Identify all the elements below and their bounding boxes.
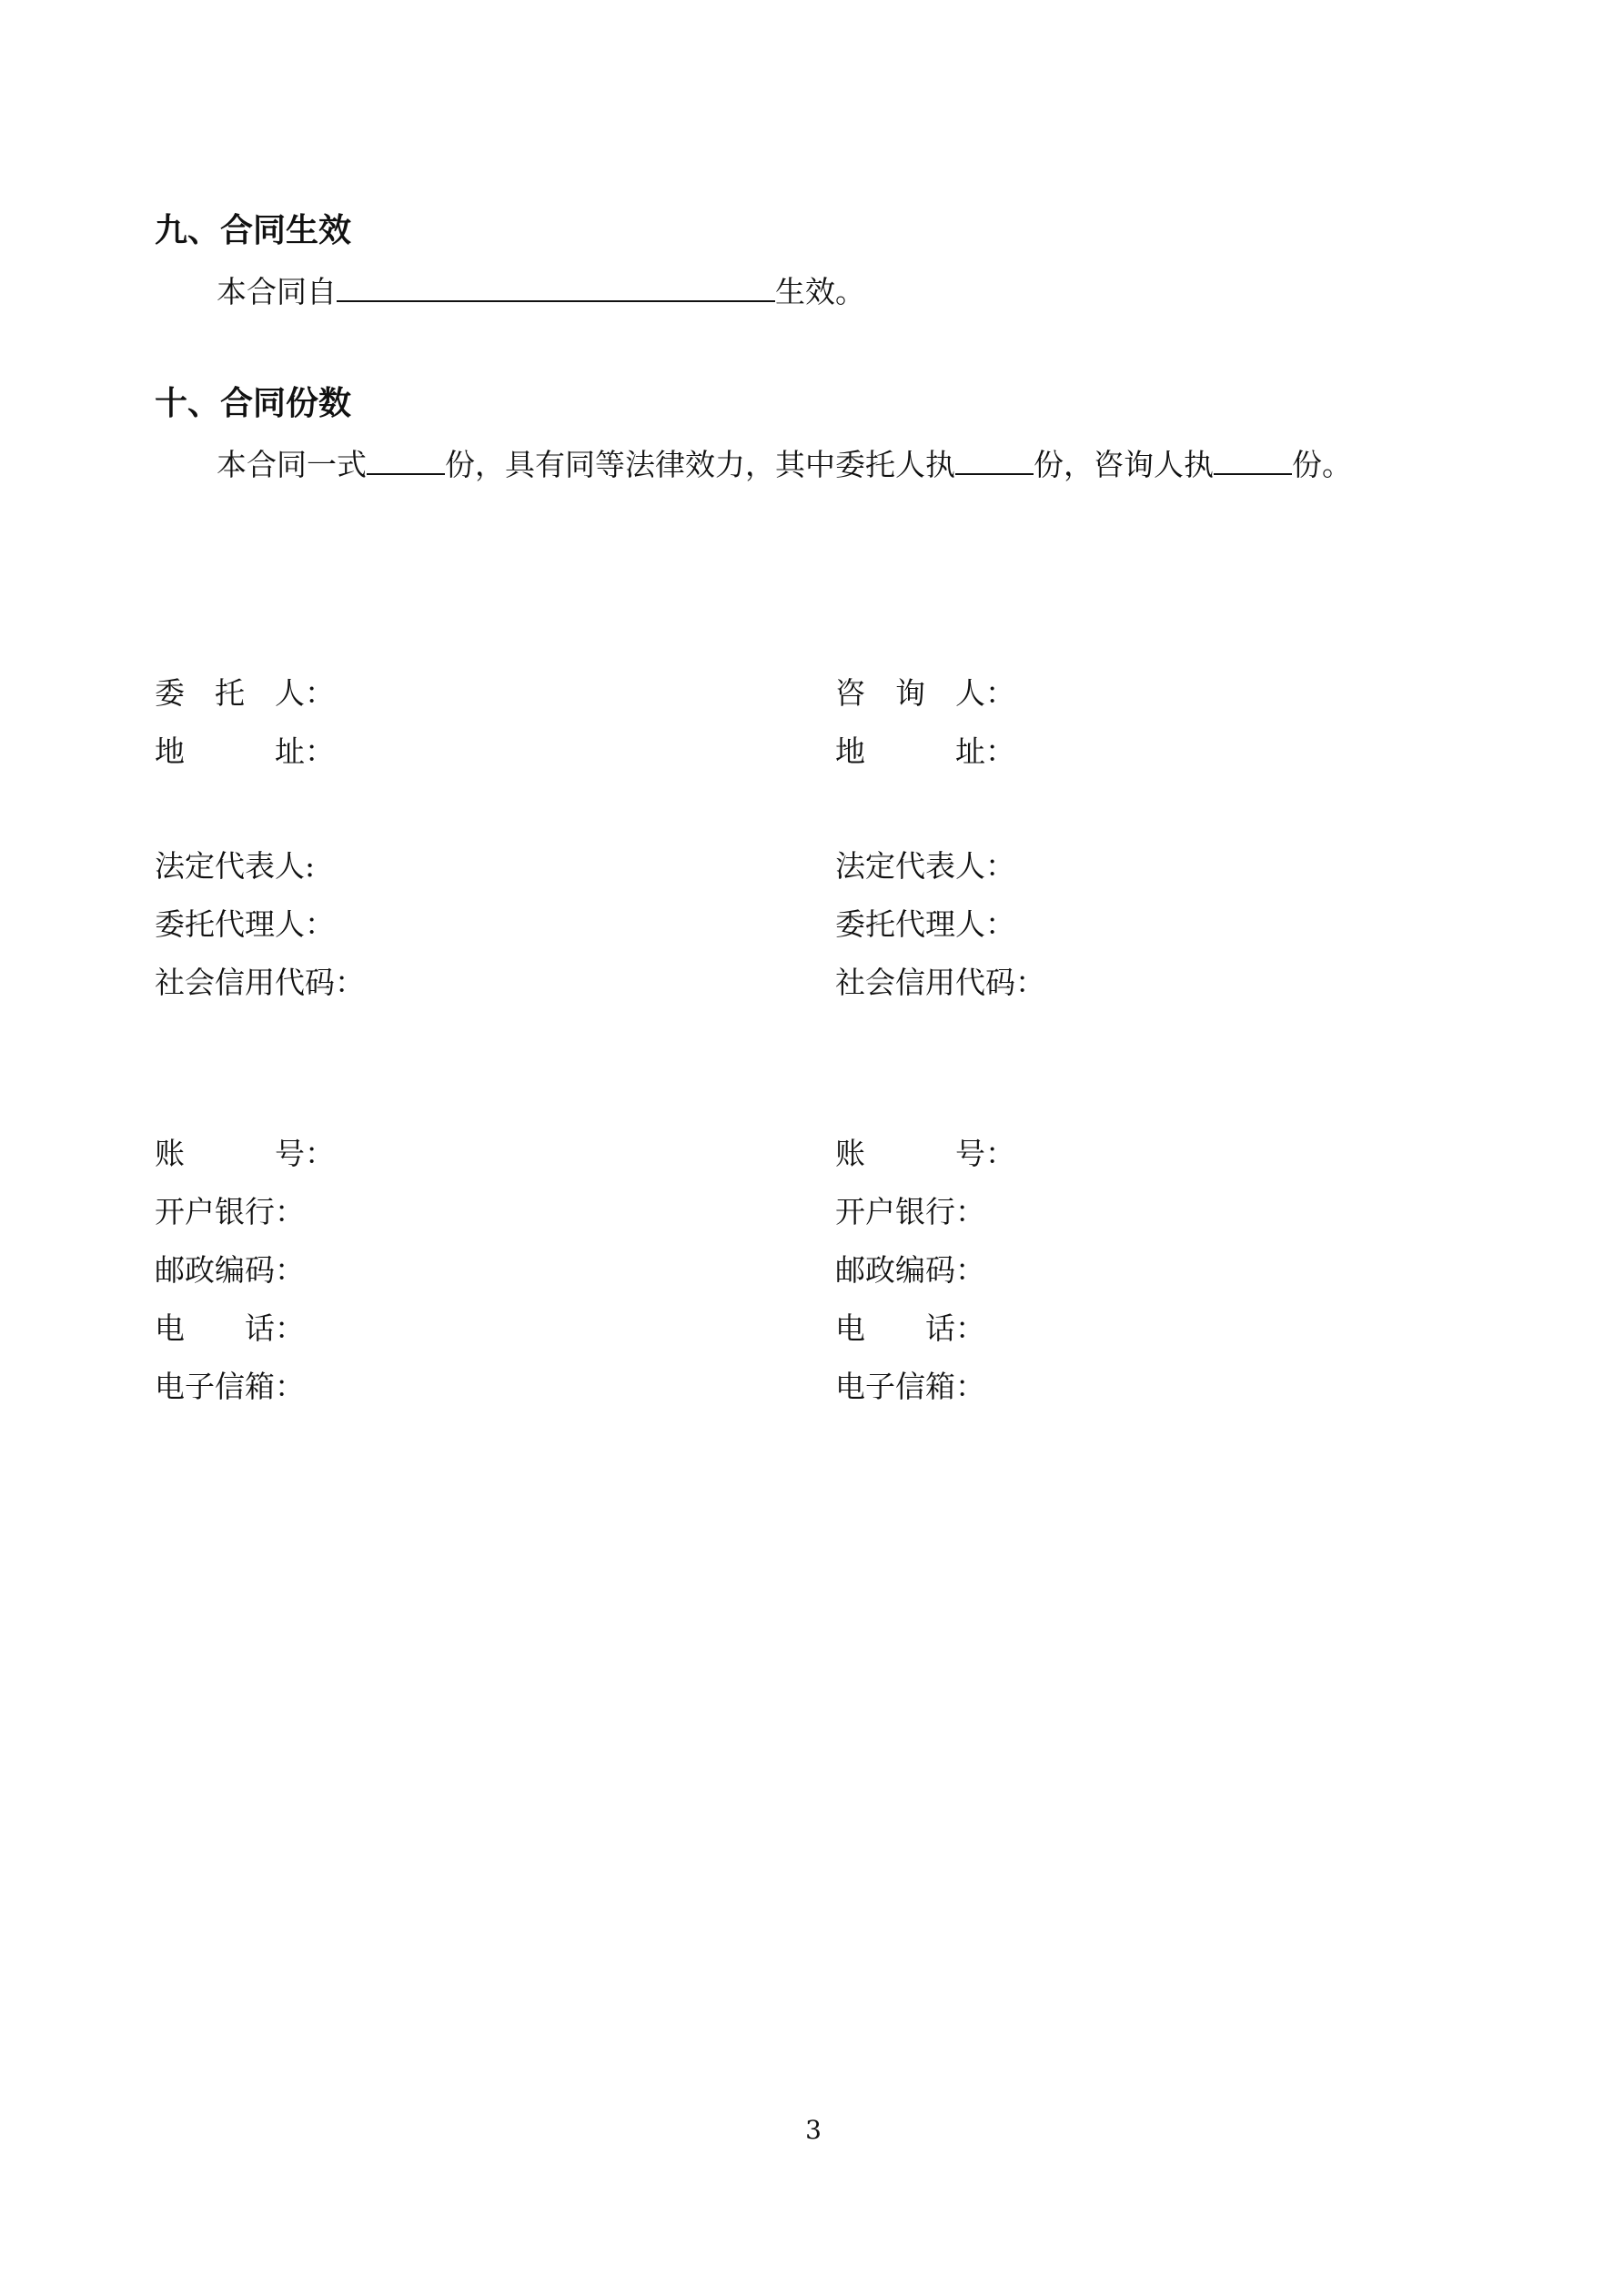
client-legal-rep-label: 法定代表人: [155, 848, 316, 884]
client-account-label: 账 号： [155, 1136, 335, 1171]
consultant-legal-rep-label: 法定代表人： [835, 848, 1015, 884]
client-postcode-label: 邮政编码： [155, 1252, 305, 1288]
section-10-text [217, 442, 1352, 485]
client-phone-label: 电 话： [155, 1310, 305, 1346]
copies-text-3: 份，咨询人执 [1034, 447, 1214, 482]
consultant-copies-blank[interactable] [1214, 442, 1292, 475]
consultant-email-label: 电子信箱： [835, 1369, 985, 1404]
client-bank-label: 开户银行： [155, 1194, 305, 1229]
client-address-label: 地 址： [155, 733, 335, 769]
client-copies-blank[interactable] [955, 442, 1034, 475]
consultant-agent-label: 委托代理人： [835, 906, 1015, 942]
copies-text-1: 本合同一式 [217, 447, 367, 482]
section-9-heading: 九、合同生效 [155, 212, 352, 249]
client-email-label: 电子信箱： [155, 1369, 305, 1404]
consultant-bank-label: 开户银行： [835, 1194, 985, 1229]
consultant-address-label: 地 址： [835, 733, 1015, 769]
total-copies-blank[interactable] [367, 442, 445, 475]
client-agent-label: 委托代理人： [155, 906, 335, 942]
consultant-account-label: 账 号： [835, 1136, 1015, 1171]
consultant-postcode-label: 邮政编码： [835, 1252, 985, 1288]
consultant-phone-label: 电 话： [835, 1310, 985, 1346]
section-9-text [217, 269, 865, 312]
effective-date-blank[interactable] [337, 269, 775, 302]
client-credit-code-label: 社会信用代码： [155, 965, 365, 1000]
page-number: 3 [805, 2115, 822, 2145]
consultant-label: 咨 询 人： [835, 675, 1015, 711]
section-9-text-after: 生效。 [775, 274, 865, 309]
copies-text-2: 份，具有同等法律效力，其中委托人执 [445, 447, 955, 482]
section-10-heading: 十、合同份数 [155, 385, 352, 422]
consultant-credit-code-label: 社会信用代码： [835, 965, 1045, 1000]
client-label: 委 托 人： [155, 675, 335, 711]
copies-text-4: 份。 [1292, 447, 1352, 482]
section-9-text-before: 本合同自 [217, 274, 337, 309]
